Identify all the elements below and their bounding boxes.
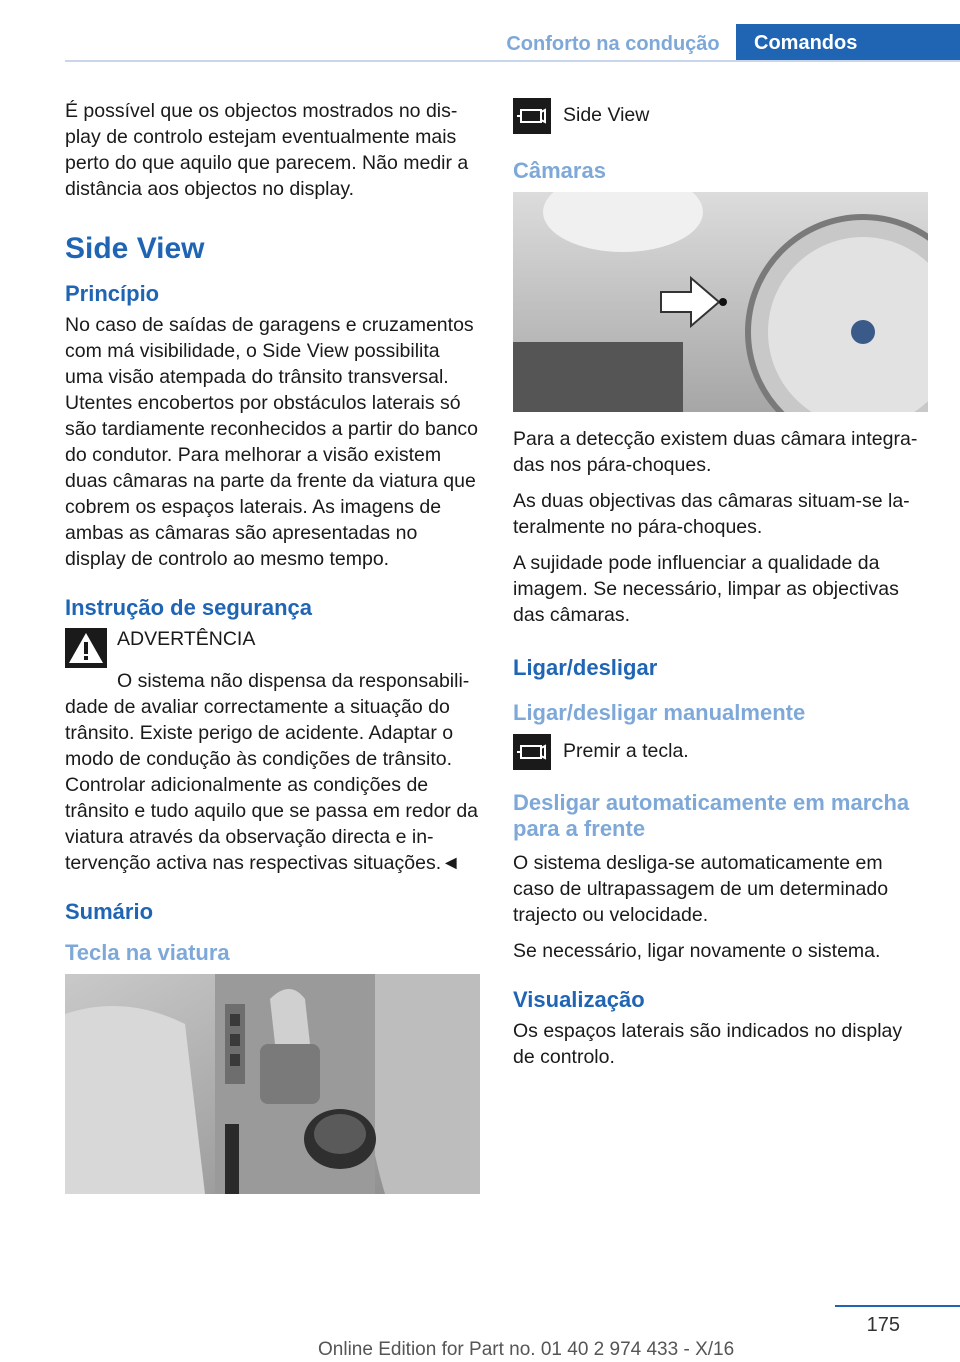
cameras-paragraph-2: As duas objectivas das câmaras situam-se lateralmente no pára-choques.: [513, 490, 910, 538]
side-view-button-row: [513, 98, 928, 138]
cameras-heading: Câmaras: [513, 158, 606, 183]
footer-rule: [835, 1305, 960, 1307]
safety-heading: Instrução de segurança: [65, 595, 312, 620]
auto-off-paragraph-1: O sistema desliga-se automaticamente em caso de ultrapassagem de um determinado trajecto ou velocidade.: [513, 852, 889, 926]
side-view-icon-label: Side View: [563, 104, 650, 126]
header-chapter-tab[interactable]: Comandos: [736, 24, 960, 62]
cameras-paragraph-1: Para a detecção existem duas câmara integradas nos pára-choques.: [513, 428, 918, 476]
header-rule: [65, 60, 960, 62]
summary-heading: Sumário: [65, 899, 154, 924]
page-header: [0, 0, 960, 62]
manual-button-row: [513, 734, 928, 774]
button-heading: Tecla na viatura: [65, 940, 230, 965]
right-column: [513, 98, 928, 1080]
warning-block: [65, 626, 480, 876]
warning-paragraph: O sistema não dispensa da responsabilidade de avaliar correctamente a situação do trânsito. Existe perigo de acidente. Adaptar o modo de condução às condições de trânsito. Controlar adicionalmente as condições de trânsito e tudo aquilo que se passa em redor da viatura através da observação directa e intervenção activa nas respectivas situações.◄: [65, 670, 479, 874]
auto-off-paragraph-2: Se necessário, ligar novamente o sistema.: [513, 940, 881, 962]
display-paragraph: Os espaços laterais são indicados no display de controlo.: [513, 1020, 903, 1068]
cameras-paragraph-3: A sujidade pode influenciar a qualidade da imagem. Se necessário, limpar as objectivas das câmaras.: [513, 552, 899, 626]
center-console-photo: [65, 974, 480, 1194]
press-button-text: Premir a tecla.: [563, 740, 689, 762]
warning-triangle-icon: [65, 628, 107, 668]
side-view-camera-icon: [513, 98, 551, 134]
online-edition-note: Online Edition for Part no. 01 40 2 974 433 - X/16: [318, 1339, 735, 1360]
manual-heading: Ligar/desligar manualmente: [513, 700, 806, 725]
bumper-camera-photo: [513, 192, 928, 412]
header-section-title: Conforto na condução: [506, 33, 720, 55]
page-number: 175: [866, 1314, 900, 1336]
side-view-camera-icon: [513, 734, 551, 770]
warning-label: ADVERTÊNCIA: [117, 628, 256, 650]
principle-heading: Princípio: [65, 281, 160, 306]
auto-off-heading: Desligar automaticamente em marcha para a frente: [513, 790, 910, 841]
left-column: [65, 98, 480, 1194]
principle-paragraph: No caso de saídas de garagens e cruzamentos com má visibilidade, o Side View possibilita uma visão atempada do trânsito transversal. Utentes encobertos por obstáculos laterais só são tardiamente reconhecidos a partir do banco do condutor. Para melhorar a visão existem duas câmaras na parte da frente da viatura que cobrem os espaços laterais. As imagens de ambas as câmaras são apresentadas no display de controlo ao mesmo tempo.: [65, 314, 479, 570]
section-title: Side View: [65, 232, 205, 265]
display-heading: Visualização: [513, 987, 645, 1012]
onoff-heading: Ligar/desligar: [513, 655, 658, 680]
intro-paragraph: É possível que os objectos mostrados no display de controlo estejam eventualmente mais perto do que aquilo que parecem. Não medir a distância aos objectos no display.: [65, 100, 469, 200]
